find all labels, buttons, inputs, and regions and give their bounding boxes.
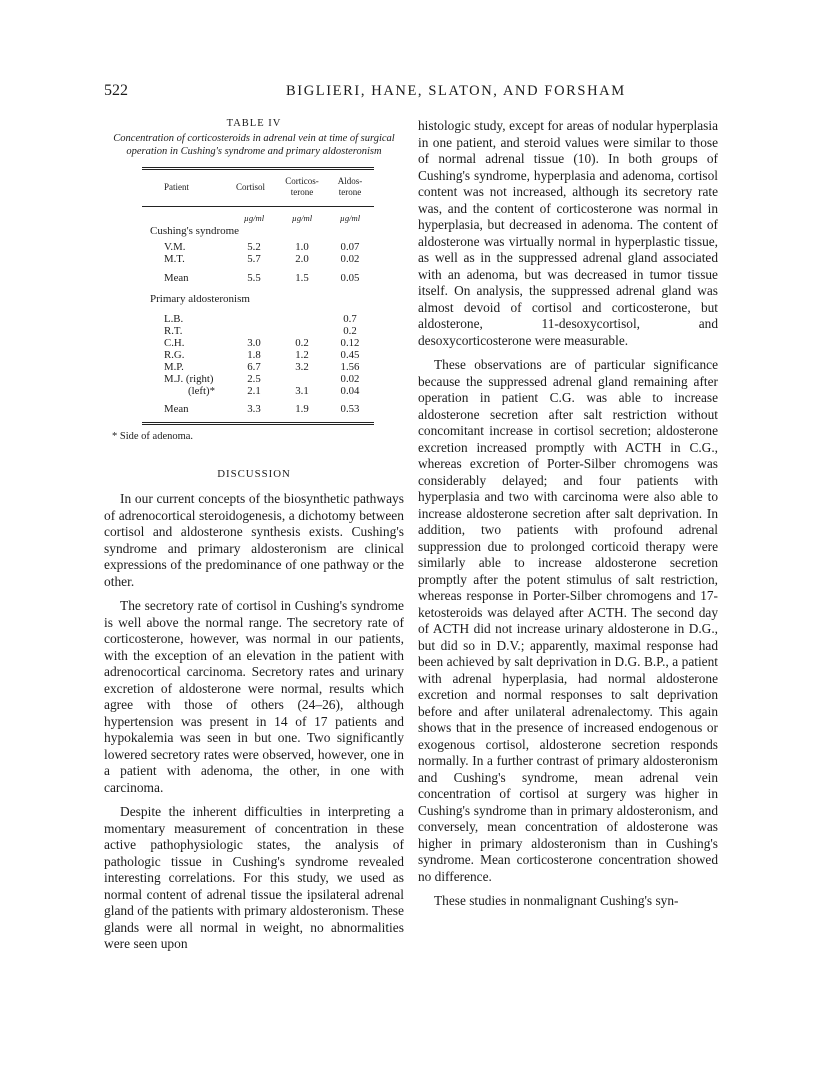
group-title xyxy=(142,293,374,313)
table-label: TABLE IV xyxy=(226,118,282,129)
section-heading: DISCUSSION xyxy=(217,468,291,481)
table-bottom-rule xyxy=(142,422,374,425)
cell-cortisol: 6.7 xyxy=(247,360,261,373)
paragraph: These studies in nonmalignant Cushing's syn- xyxy=(434,893,679,908)
group-title-text: Cushing's syndrome xyxy=(150,225,240,238)
paragraph: The secretory rate of cortisol in Cushing's syndrome is well above the normal range. The secretory rate of corticosterone, however, was normal in our patients, with the exception of an elevation in the patient with adrenocortical carcinoma. Secretory rates and urinary excretion of aldosterone were normal, results which agree with those of others (24–26), although hypertension was present in 14 of 17 patients and hypokalemia was seen in but one. Two significantly lowered secretory rates were observed, however, one in a patient with adenoma, the other, in one with carcinoma. xyxy=(104,598,404,795)
table-row xyxy=(142,361,374,373)
table-caption: Concentration of corticosteroids in adrenal vein at time of surgical operation in Cushing's syndrome and primary aldosteronism xyxy=(113,133,395,157)
cell-aldosterone: 0.2 xyxy=(343,324,357,337)
cell-corticosterone: 1.0 xyxy=(295,241,309,254)
table-row xyxy=(142,325,374,337)
table-header xyxy=(142,170,374,206)
cell-aldosterone: 0.53 xyxy=(340,403,360,416)
cell-corticosterone: 3.1 xyxy=(295,385,309,398)
cell-corticosterone: 1.9 xyxy=(295,403,309,416)
cell-aldosterone: 0.04 xyxy=(340,385,360,398)
table-header-rule xyxy=(142,206,374,207)
group-title xyxy=(142,225,374,237)
cell-patient: M.J. (right) xyxy=(164,373,214,386)
cell-cortisol: 3.0 xyxy=(247,336,261,349)
cell-cortisol: 1.8 xyxy=(247,348,261,361)
cell-cortisol: 5.5 xyxy=(247,271,261,284)
table-row xyxy=(142,253,374,265)
cell-patient: (left)* xyxy=(188,385,215,398)
header-patient: Patient xyxy=(164,182,189,193)
paragraph: Despite the inherent difficulties in interpreting a momentary measurement of concentration in these active pathophysiologic states, the analysis of pathologic tissue in Cushing's syndrome revealed interesting correlations. For this study, we used as normal content of adrenal tissue the ipsilateral adrenal gland of the patients with primary aldosteronism. These glands were all normal in weight, no abnormalities were seen upon xyxy=(104,804,404,952)
paragraph: These observations are of particular significance because the suppressed adrenal gland remaining after operation in patient C.G. was able to increase aldosterone secretion after salt restriction without concomitant increase in cortisol secretion; aldosterone excretion increased promptly with ACTH in C.G., whereas excretion of Porter-Silber chromogens was considerably delayed; and four patients with hyperplasia and two with carcinoma were also able to increase aldosterone secretion after salt deprivation. In addition, two patients with profound adrenal suppression due to prolonged corticoid therapy were similarly able to increase aldosterone secretion promptly after the potent stimulus of salt restriction, whereas response in Porter-Silber chromogens and 17-ketosteroids was delayed after ACTH. The second day of ACTH did not increase urinary aldosterone in D.G., but did so in D.V.; apparently, maximal response had been achieved by salt deprivation in D.G. B.P., a patient with adrenal hyperplasia, had normal aldosterone excretion and normal responses to salt deprivation before and after unilateral adrenalectomy. This again shows that in the presence of increased endogenous or exogenous cortisol, aldosterone secretion responds normally. In a further contrast of primary aldosteronism and Cushing's syndrome, mean adrenal vein concentration of cortisol at surgery was higher in Cushing's syndrome than in primary aldosteronism, and conversely, mean concentration of aldosterone was higher in primary aldosteronism than in Cushing's syndrome. Mean corticosterone concentration showed no difference. xyxy=(418,357,718,884)
mean-row xyxy=(142,400,374,422)
table-row xyxy=(142,373,374,385)
right-column xyxy=(418,118,718,918)
table-footnote: * Side of adenoma. xyxy=(112,431,194,443)
units-row xyxy=(142,213,374,225)
paragraph: histologic study, except for areas of nodular hyperplasia in one patient, and steroid values were similar to those of normal adrenal tissue (10). In both groups of Cushing's syndrome, hyperplasia and adenoma, cortisol content was not increased, although its secretory rate was, and the content of corticosterone was normal in hyperplasia, but decreased in adenoma. The content of aldosterone was virtually normal in hyperplastic tissue, as well as in the suppressed adrenal gland associated with an adenoma, but was decreased in tumor tissue itself. On analysis, the suppressed adrenal gland was almost devoid of cortisol and corticosterone, but aldosterone, 11-desoxycortisol, and desoxycorticosterone were measurable. xyxy=(418,118,718,348)
cell-patient: L.B. xyxy=(164,312,184,325)
cell-corticosterone: 3.2 xyxy=(295,360,309,373)
cell-cortisol: 5.7 xyxy=(247,253,261,266)
table-row xyxy=(142,385,374,397)
unit-cortisol: µg/ml xyxy=(243,213,265,224)
cell-corticosterone: 1.5 xyxy=(295,271,309,284)
running-head: BIGLIERI, HANE, SLATON, AND FORSHAM xyxy=(286,83,626,99)
cell-cortisol: 5.2 xyxy=(247,241,261,254)
cell-aldosterone: 0.02 xyxy=(340,253,360,266)
cell-cortisol: 3.3 xyxy=(247,403,261,416)
header-aldosterone-line1: Aldos- xyxy=(337,176,363,187)
cell-corticosterone: 0.2 xyxy=(295,336,309,349)
cell-patient: M.P. xyxy=(164,360,184,373)
header-cortisol: Cortisol xyxy=(236,182,266,193)
left-column xyxy=(104,118,404,961)
mean-row xyxy=(142,269,374,293)
cell-aldosterone: 0.05 xyxy=(340,271,360,284)
unit-corticosterone: µg/ml xyxy=(291,213,313,224)
cell-patient: C.H. xyxy=(164,336,185,349)
header-corticosterone-line1: Corticos- xyxy=(285,176,319,187)
table-row xyxy=(142,241,374,253)
table-row xyxy=(142,313,374,325)
cell-aldosterone: 0.7 xyxy=(343,312,357,325)
header-corticosterone xyxy=(282,176,322,197)
cell-aldosterone: 0.12 xyxy=(340,336,360,349)
group-title-text: Primary aldosteronism xyxy=(150,292,250,305)
data-table xyxy=(142,167,374,425)
cell-patient: R.G. xyxy=(164,348,185,361)
header-aldosterone xyxy=(330,176,370,197)
table-row xyxy=(142,337,374,349)
table-row xyxy=(142,349,374,361)
cell-patient: V.M. xyxy=(164,241,186,254)
unit-aldosterone: µg/ml xyxy=(339,213,361,224)
cell-patient: R.T. xyxy=(164,324,183,337)
cell-cortisol: 2.5 xyxy=(247,373,261,386)
page-number: 522 xyxy=(104,82,128,99)
cell-patient: M.T. xyxy=(164,253,185,266)
cell-cortisol: 2.1 xyxy=(247,385,261,398)
paragraph: In our current concepts of the biosynthetic pathways of adrenocortical steroidogenesis, a dichotomy between cortisol and aldosterone synthesis exists. Cushing's syndrome and primary aldosteronism are clinical expressions of the predominance of one pathway or the other. xyxy=(104,491,404,589)
cell-aldosterone: 0.07 xyxy=(340,241,360,254)
cell-aldosterone: 1.56 xyxy=(340,360,360,373)
cell-mean-label: Mean xyxy=(164,403,189,416)
header-aldosterone-line2: terone xyxy=(338,186,362,197)
cell-aldosterone: 0.02 xyxy=(340,373,360,386)
cell-mean-label: Mean xyxy=(164,271,189,284)
header-corticosterone-line2: terone xyxy=(290,186,314,197)
cell-corticosterone: 1.2 xyxy=(295,348,309,361)
cell-corticosterone: 2.0 xyxy=(295,253,309,266)
cell-aldosterone: 0.45 xyxy=(340,348,360,361)
